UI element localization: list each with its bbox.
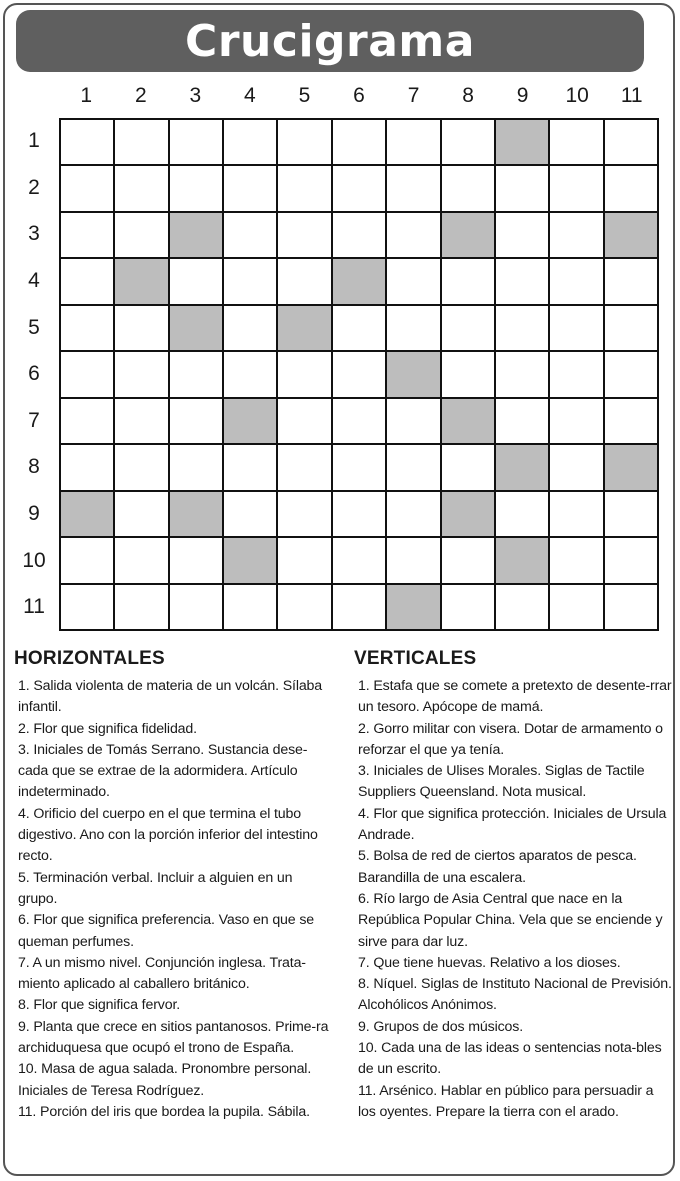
answer-cell[interactable] <box>278 585 330 629</box>
row-number: 6 <box>28 362 40 386</box>
answer-cell[interactable] <box>115 306 167 350</box>
answer-cell[interactable] <box>550 492 602 536</box>
answer-cell[interactable] <box>605 585 657 629</box>
answer-cell[interactable] <box>605 492 657 536</box>
answer-cell[interactable] <box>550 399 602 443</box>
answer-cell[interactable] <box>61 399 113 443</box>
answer-cell[interactable] <box>224 352 276 396</box>
answer-cell[interactable] <box>333 492 385 536</box>
answer-cell[interactable] <box>496 585 548 629</box>
answer-cell[interactable] <box>550 585 602 629</box>
clue-item: 2. Gorro militar con visera. Dotar de armamento o reforzar el que ya tenía. <box>358 720 663 758</box>
answer-cell[interactable] <box>387 259 439 303</box>
answer-cell[interactable] <box>605 399 657 443</box>
answer-cell[interactable] <box>224 213 276 257</box>
clue-item: 8. Flor que significa fervor. <box>18 997 181 1014</box>
shaded-cell <box>442 399 494 443</box>
answer-cell[interactable] <box>170 399 222 443</box>
answer-cell[interactable] <box>61 445 113 489</box>
answer-cell[interactable] <box>61 213 113 257</box>
answer-cell[interactable] <box>496 166 548 210</box>
shaded-cell <box>442 492 494 536</box>
answer-cell[interactable] <box>442 352 494 396</box>
answer-cell[interactable] <box>442 120 494 164</box>
shaded-cell <box>224 538 276 582</box>
answer-cell[interactable] <box>333 538 385 582</box>
answer-cell[interactable] <box>333 120 385 164</box>
column-number: 1 <box>80 84 93 107</box>
answer-cell[interactable] <box>115 585 167 629</box>
answer-cell[interactable] <box>387 166 439 210</box>
clue-item: 5. Bolsa de red de ciertos aparatos de pesca. Barandilla de una escalera. <box>358 848 637 886</box>
answer-cell[interactable] <box>605 259 657 303</box>
shaded-cell <box>442 213 494 257</box>
answer-cell[interactable] <box>550 120 602 164</box>
answer-cell[interactable] <box>115 213 167 257</box>
answer-cell[interactable] <box>496 352 548 396</box>
column-number: 9 <box>516 84 529 107</box>
answer-cell[interactable] <box>442 259 494 303</box>
answer-cell[interactable] <box>224 492 276 536</box>
column-number: 11 <box>620 84 643 107</box>
vertical-clues <box>354 648 672 1123</box>
answer-cell[interactable] <box>605 538 657 582</box>
clue-item: 2. Flor que significa fidelidad. <box>18 720 197 737</box>
clue-item: 10. Masa de agua salada. Pronombre personal. Iniciales de Teresa Rodríguez. <box>18 1061 312 1099</box>
row-number: 10 <box>22 548 46 572</box>
column-number: 10 <box>565 84 589 107</box>
answer-cell[interactable] <box>387 213 439 257</box>
shaded-cell <box>605 213 657 257</box>
clue-item: 1. Estafa que se comete a pretexto de desente-rrar un tesoro. Apócope de mamá. <box>358 678 672 716</box>
answer-cell[interactable] <box>224 259 276 303</box>
answer-cell[interactable] <box>115 120 167 164</box>
answer-cell[interactable] <box>550 259 602 303</box>
clue-item: 10. Cada una de las ideas o sentencias nota-bles de un escrito. <box>358 1040 662 1078</box>
answer-cell[interactable] <box>278 213 330 257</box>
answer-cell[interactable] <box>442 445 494 489</box>
shaded-cell <box>387 585 439 629</box>
answer-cell[interactable] <box>333 306 385 350</box>
answer-cell[interactable] <box>333 213 385 257</box>
title-banner <box>16 10 644 72</box>
answer-cell[interactable] <box>115 538 167 582</box>
answer-cell[interactable] <box>61 166 113 210</box>
answer-cell[interactable] <box>224 306 276 350</box>
answer-cell[interactable] <box>333 166 385 210</box>
answer-cell[interactable] <box>61 585 113 629</box>
answer-cell[interactable] <box>170 352 222 396</box>
clue-item: 9. Grupos de dos músicos. <box>358 1018 524 1035</box>
shaded-cell <box>170 492 222 536</box>
answer-cell[interactable] <box>496 259 548 303</box>
horizontal-clue-list <box>14 676 332 1123</box>
answer-cell[interactable] <box>387 445 439 489</box>
vertical-heading: VERTICALES <box>354 648 477 669</box>
clue-item: 5. Terminación verbal. Incluir a alguien en un grupo. <box>18 869 293 907</box>
answer-cell[interactable] <box>278 445 330 489</box>
column-number: 6 <box>353 84 365 107</box>
answer-cell[interactable] <box>442 585 494 629</box>
answer-cell[interactable] <box>170 585 222 629</box>
answer-cell[interactable] <box>550 306 602 350</box>
answer-cell[interactable] <box>442 166 494 210</box>
answer-cell[interactable] <box>387 538 439 582</box>
shaded-cell <box>605 445 657 489</box>
answer-cell[interactable] <box>170 166 222 210</box>
answer-cell[interactable] <box>278 166 330 210</box>
answer-cell[interactable] <box>115 352 167 396</box>
answer-cell[interactable] <box>224 445 276 489</box>
clue-item: 4. Orificio del cuerpo en el que termina el tubo digestivo. Ano con la porción inferior del intestino recto. <box>18 805 318 865</box>
vertical-clue-list <box>354 676 672 1123</box>
answer-cell[interactable] <box>496 306 548 350</box>
clue-item: 6. Río largo de Asia Central que nace en la República Popular China. Vela que se enciende y sirve para dar luz. <box>358 890 663 950</box>
answer-cell[interactable] <box>387 306 439 350</box>
crossword-grid <box>59 118 659 631</box>
clue-item: 11. Arsénico. Hablar en público para persuadir a los oyentes. Prepare la tierra con el arado. <box>358 1082 654 1120</box>
clue-item: 1. Salida violenta de materia de un volcán. Sílaba infantil. <box>18 678 323 716</box>
clue-item: 7. Que tiene huevas. Relativo a los dioses. <box>358 954 621 971</box>
answer-cell[interactable] <box>496 399 548 443</box>
answer-cell[interactable] <box>115 492 167 536</box>
shaded-cell <box>278 306 330 350</box>
answer-cell[interactable] <box>550 213 602 257</box>
column-number: 5 <box>298 84 311 107</box>
answer-cell[interactable] <box>61 306 113 350</box>
answer-cell[interactable] <box>496 492 548 536</box>
answer-cell[interactable] <box>278 120 330 164</box>
answer-cell[interactable] <box>278 399 330 443</box>
answer-cell[interactable] <box>550 445 602 489</box>
answer-cell[interactable] <box>170 120 222 164</box>
shaded-cell <box>61 492 113 536</box>
answer-cell[interactable] <box>333 585 385 629</box>
answer-cell[interactable] <box>278 492 330 536</box>
answer-cell[interactable] <box>115 445 167 489</box>
horizontal-clues <box>14 648 332 1123</box>
answer-cell[interactable] <box>224 166 276 210</box>
row-number: 8 <box>28 455 40 479</box>
shaded-cell <box>387 352 439 396</box>
shaded-cell <box>496 120 548 164</box>
clue-item: 3. Iniciales de Tomás Serrano. Sustancia dese-cada que se extrae de la adormidera. Artículo indeterminado. <box>18 741 308 801</box>
shaded-cell <box>224 399 276 443</box>
answer-cell[interactable] <box>278 259 330 303</box>
answer-cell[interactable] <box>61 538 113 582</box>
answer-cell[interactable] <box>387 399 439 443</box>
answer-cell[interactable] <box>278 352 330 396</box>
page-title: Crucigrama <box>185 15 475 67</box>
answer-cell[interactable] <box>387 492 439 536</box>
answer-cell[interactable] <box>605 166 657 210</box>
column-number: 8 <box>462 84 474 107</box>
answer-cell[interactable] <box>115 399 167 443</box>
clue-item: 4. Flor que significa protección. Iniciales de Ursula Andrade. <box>358 805 667 844</box>
clue-item: 6. Flor que significa preferencia. Vaso en que se queman perfumes. <box>18 912 315 950</box>
shaded-cell <box>170 306 222 350</box>
shaded-cell <box>333 259 385 303</box>
shaded-cell <box>496 445 548 489</box>
row-number: 9 <box>28 502 40 526</box>
row-number: 3 <box>28 222 40 246</box>
answer-cell[interactable] <box>278 538 330 582</box>
answer-cell[interactable] <box>170 445 222 489</box>
answer-cell[interactable] <box>61 120 113 164</box>
row-number: 1 <box>28 129 40 152</box>
answer-cell[interactable] <box>442 538 494 582</box>
answer-cell[interactable] <box>605 120 657 164</box>
answer-cell[interactable] <box>224 585 276 629</box>
row-number: 5 <box>28 315 40 339</box>
row-number: 2 <box>28 175 40 199</box>
row-number: 7 <box>28 408 40 432</box>
answer-cell[interactable] <box>387 120 439 164</box>
answer-cell[interactable] <box>115 166 167 210</box>
clue-item: 3. Iniciales de Ulises Morales. Siglas de Tactile Suppliers Queensland. Nota musical. <box>358 763 645 801</box>
clue-item: 7. A un mismo nivel. Conjunción inglesa. Trata-miento aplicado al caballero británico. <box>18 954 306 993</box>
answer-cell[interactable] <box>550 352 602 396</box>
row-number: 4 <box>28 268 40 292</box>
shaded-cell <box>496 538 548 582</box>
answer-cell[interactable] <box>550 166 602 210</box>
column-number: 4 <box>244 84 256 107</box>
column-number: 3 <box>189 84 202 107</box>
column-number: 2 <box>134 84 147 107</box>
answer-cell[interactable] <box>333 352 385 396</box>
row-number: 11 <box>23 595 45 619</box>
horizontal-heading: HORIZONTALES <box>14 648 165 669</box>
answer-cell[interactable] <box>442 306 494 350</box>
answer-cell[interactable] <box>550 538 602 582</box>
answer-cell[interactable] <box>224 120 276 164</box>
answer-cell[interactable] <box>61 259 113 303</box>
answer-cell[interactable] <box>333 399 385 443</box>
shaded-cell <box>170 213 222 257</box>
shaded-cell <box>115 259 167 303</box>
answer-cell[interactable] <box>61 352 113 396</box>
answer-cell[interactable] <box>170 538 222 582</box>
column-number: 7 <box>407 84 420 107</box>
answer-cell[interactable] <box>605 352 657 396</box>
clue-item: 11. Porción del iris que bordea la pupila. Sábila. <box>18 1103 310 1120</box>
answer-cell[interactable] <box>333 445 385 489</box>
answer-cell[interactable] <box>496 213 548 257</box>
answer-cell[interactable] <box>170 259 222 303</box>
clue-item: 8. Níquel. Siglas de Instituto Nacional de Previsión. Alcohólicos Anónimos. <box>358 976 672 1014</box>
clue-item: 9. Planta que crece en sitios pantanosos. Prime-ra archiduquesa que ocupó el trono de España. <box>18 1018 329 1057</box>
answer-cell[interactable] <box>605 306 657 350</box>
